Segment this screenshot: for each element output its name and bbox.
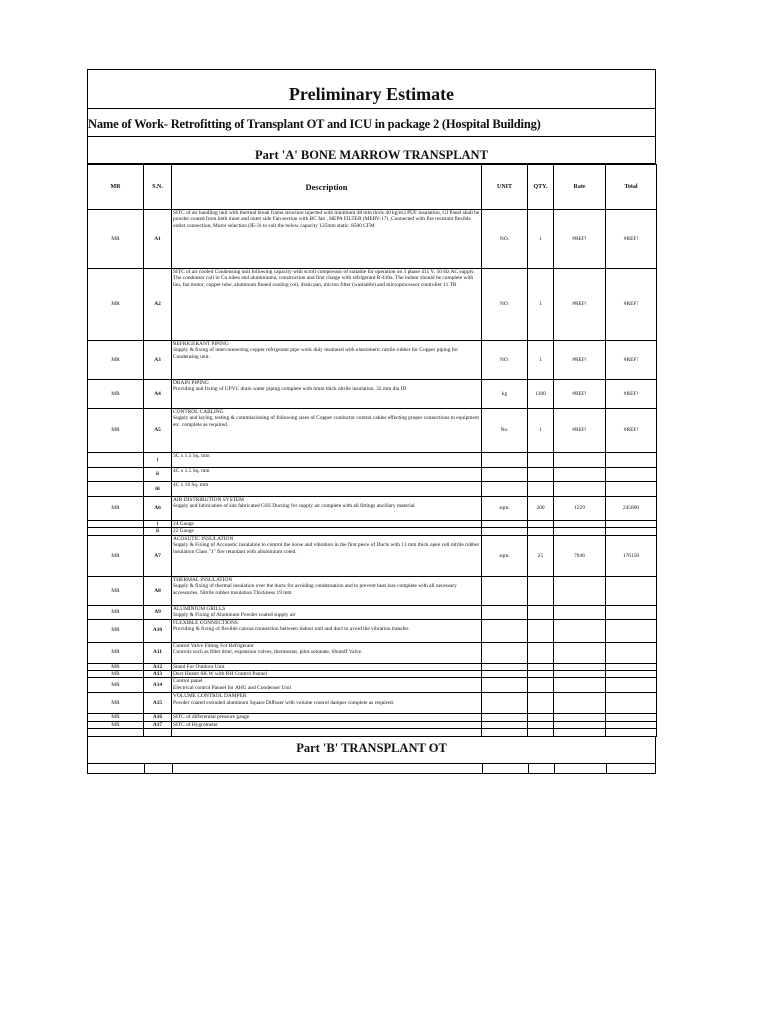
sheet-header (87, 69, 656, 164)
table-row (88, 605, 657, 619)
col-header-rate: Rate (554, 165, 606, 210)
cell-mr: MR (88, 535, 144, 576)
col-header-qty: QTY. (528, 165, 554, 210)
cell-mr: MR (88, 409, 144, 453)
cell-sn: A6 (144, 497, 172, 521)
cell-qty (528, 663, 554, 670)
cell-mr: MR (88, 380, 144, 409)
cell-total (606, 663, 657, 670)
cell-desc: FLEXIBLE CONNECTIONS Providing & fixing of flexible canvas connection between indoor unit and duct to avoid the vibration transfer. (172, 619, 482, 642)
cell-total: #REF! (606, 210, 657, 269)
cell-total (606, 521, 657, 528)
cell-total: #REF! (606, 409, 657, 453)
cell-rate (554, 678, 606, 693)
page-title: Preliminary Estimate (88, 70, 655, 109)
cell-unit (482, 453, 528, 468)
cell-mr: MR (88, 605, 144, 619)
cell-total (606, 605, 657, 619)
cell-unit (482, 663, 528, 670)
cell-total (606, 678, 657, 693)
cell-mr (88, 453, 144, 468)
table-row (88, 528, 657, 535)
cell-unit (482, 729, 528, 737)
cell-mr: MR (88, 714, 144, 721)
cell-mr (88, 729, 144, 737)
cell-desc: 4C x 1.5 Sq. mm (172, 468, 482, 482)
cell-sn: ii (144, 468, 172, 482)
cell-sn: A11 (144, 642, 172, 663)
cell-desc: SITC of air handling unit with thermal break frame structure injected with minimum 48 mm thick 40 kg/m3 PUF insulation, GI Panel shall be powder coated from both inner and outer side Fan section with BC fan , HEPA FILTER (MERV-17) ,Connected with fire resistant flexible outlet connection, Motor selection (IE-3) to suit the below capacity 125mm static. 8500 CFM (172, 210, 482, 269)
cell-unit (482, 678, 528, 693)
cell-sn: A2 (144, 269, 172, 341)
cell-qty (528, 528, 554, 535)
cell-mr: MR (88, 642, 144, 663)
cell-sn: A15 (144, 693, 172, 714)
cell-mr: MR (88, 678, 144, 693)
cell-qty: 1 (528, 210, 554, 269)
cell-unit (482, 671, 528, 678)
cell-total (606, 528, 657, 535)
cell-total (606, 714, 657, 721)
cell-sn: A12 (144, 663, 172, 670)
table-row (88, 468, 657, 482)
cell-desc: Duct Heater 6K.W with RH Control Pannel (172, 671, 482, 678)
cell-sn: A9 (144, 605, 172, 619)
cell-sn: iii (144, 482, 172, 497)
cell-rate (554, 482, 606, 497)
cell-rate: #REF! (554, 409, 606, 453)
cell-unit: NO. (482, 269, 528, 341)
cell-desc: 3C x 1.5 Sq. mm (172, 453, 482, 468)
cell-total (606, 576, 657, 605)
cell-total: #REF! (606, 269, 657, 341)
cell-mr (88, 521, 144, 528)
cell-rate: 1229 (554, 497, 606, 521)
cell-sn (144, 729, 172, 737)
table-row (88, 729, 657, 737)
cell-qty (528, 729, 554, 737)
cell-sn: A8 (144, 576, 172, 605)
cell-mr: MR (88, 671, 144, 678)
table-row (88, 210, 657, 269)
cell-desc: Stand For Outdoor Unit (172, 663, 482, 670)
cell-desc: 22 Gauge (172, 528, 482, 535)
cell-rate: #REF! (554, 341, 606, 380)
cell-total (606, 671, 657, 678)
table-row (88, 453, 657, 468)
cell-qty (528, 605, 554, 619)
cell-total (606, 619, 657, 642)
cell-rate (554, 663, 606, 670)
cell-mr: MR (88, 663, 144, 670)
cell-total: 245800 (606, 497, 657, 521)
cell-unit (482, 521, 528, 528)
table-row (88, 269, 657, 341)
cell-rate (554, 576, 606, 605)
cell-mr: MR (88, 619, 144, 642)
cell-unit (482, 642, 528, 663)
cell-qty (528, 521, 554, 528)
cell-sn: A7 (144, 535, 172, 576)
cell-desc: Control panel Electrical control Pannel for AHU and Condenser Unit (172, 678, 482, 693)
cell-rate (554, 468, 606, 482)
cell-desc: REFRIGERANT PIPING Supply & fixing of interconnecting copper refrigerant pipe work duly insulated with elastomeric nitrile rubber for Copper piping for Condensing unit. (172, 341, 482, 380)
cell-desc (172, 729, 482, 737)
cell-rate (554, 671, 606, 678)
cell-total (606, 642, 657, 663)
table-row (88, 671, 657, 678)
cell-total (606, 693, 657, 714)
cell-rate: 7046 (554, 535, 606, 576)
cell-sn: A4 (144, 380, 172, 409)
cell-unit: kg (482, 380, 528, 409)
cell-rate (554, 693, 606, 714)
cell-sn: A1 (144, 210, 172, 269)
col-header-unit: UNIT (482, 165, 528, 210)
cell-unit (482, 605, 528, 619)
cell-unit (482, 528, 528, 535)
table-row (88, 497, 657, 521)
cell-desc: SITC of differential pressure gauge (172, 714, 482, 721)
cell-rate (554, 521, 606, 528)
cell-mr: MR (88, 210, 144, 269)
cell-rate (554, 453, 606, 468)
cell-desc: CONTROL CABLING Supply and laying, testing & commissioning of following sizes of Copper conductor control cables effecting proper connections to equipment etc. complete as required. (172, 409, 482, 453)
cell-sn: ii (144, 528, 172, 535)
cell-mr (88, 482, 144, 497)
estimate-sheet (87, 69, 656, 774)
table-row (88, 678, 657, 693)
cell-rate (554, 619, 606, 642)
estimate-table (87, 164, 657, 737)
cell-desc: 4C x 16 Sq. mm (172, 482, 482, 497)
cell-rate (554, 729, 606, 737)
name-of-work: Name of Work- Retrofitting of Transplant OT and ICU in package 2 (Hospital Building) (88, 109, 655, 137)
cell-qty: 1 (528, 341, 554, 380)
cell-qty: 200 (528, 497, 554, 521)
cell-mr: MR (88, 269, 144, 341)
cell-desc: AIR DISTRIBUTION SYSTEM Supply and fabrication of site fabricated GSS Ducting for supply air complete with all fittings ancillary material (172, 497, 482, 521)
cell-unit: NO. (482, 210, 528, 269)
table-row (88, 341, 657, 380)
table-row (88, 535, 657, 576)
cell-qty (528, 693, 554, 714)
cell-qty: 1 (528, 269, 554, 341)
table-row (88, 693, 657, 714)
cell-sn: A14 (144, 678, 172, 693)
cell-unit (482, 619, 528, 642)
cell-rate (554, 642, 606, 663)
part-a-heading: Part 'A' BONE MARROW TRANSPLANT (88, 137, 655, 164)
cell-desc: ACOSUTIC INSULATION Supply & Fixing of Accoustic insulation to control the noise and vibration in the first piece of Ducts with 13 mm thick open cell nitrile rubber insulation Class "1" fire retardant with alluminium coted. (172, 535, 482, 576)
cell-rate (554, 528, 606, 535)
cell-mr (88, 528, 144, 535)
cell-desc: SITC of air cooled Condensing unit following capacity with scroll compressor of suitable for operation on 3 phase 415 V, 50 Hz AC supply. The condenser coil in Cu tubes and aluminiuma, construction and first charge with refrigerant R-410a. The indoor should be complete with fan, fan motor, copper tube, aluminum finned cooling coil, drain pan, micron filter (washable) and microprocessor controller 11 TR (172, 269, 482, 341)
cell-unit: NO. (482, 341, 528, 380)
cell-qty: 1 (528, 409, 554, 453)
cell-total: #REF! (606, 341, 657, 380)
cell-unit (482, 482, 528, 497)
cell-total (606, 721, 657, 728)
table-row (88, 521, 657, 528)
cell-mr: MR (88, 341, 144, 380)
cell-desc: ALUMINIUM GRILLS Supply & Fixing of Aluminum Powder coated supply air (172, 605, 482, 619)
cell-sn: A13 (144, 671, 172, 678)
cell-qty (528, 468, 554, 482)
table-row (88, 721, 657, 728)
table-row (88, 576, 657, 605)
cell-unit: No. (482, 409, 528, 453)
cell-sn: i (144, 453, 172, 468)
cell-total (606, 468, 657, 482)
cell-unit (482, 714, 528, 721)
cell-total (606, 453, 657, 468)
cell-total: 176150 (606, 535, 657, 576)
cell-rate (554, 605, 606, 619)
cell-rate (554, 714, 606, 721)
cell-desc: Control Valve Fitting For Refrigerant Controls such as filter drier, expansion valves, thermostat, pilot solonate, Shutoff Valve. (172, 642, 482, 663)
cell-desc: THERMAL INSULATION Supply & fixing of thermal insulation over the ducts for avoiding condensation and to prevent heat loss complete with all necessary accessories. Nitrile rubber insulation Thickness 19 mm (172, 576, 482, 605)
cell-qty (528, 576, 554, 605)
cell-unit (482, 468, 528, 482)
cell-sn: A16 (144, 714, 172, 721)
blank-row (87, 764, 656, 774)
cell-total (606, 482, 657, 497)
cell-qty (528, 642, 554, 663)
table-row (88, 482, 657, 497)
cell-mr: MR (88, 576, 144, 605)
cell-desc: VOLUME CONTROL DAMPER Powder coated extruded aluminum Square Diffuser with volume control damper complete as required. (172, 693, 482, 714)
cell-desc: SITC of Hygrometer (172, 721, 482, 728)
cell-mr: MR (88, 721, 144, 728)
cell-unit (482, 721, 528, 728)
table-row (88, 409, 657, 453)
cell-rate (554, 721, 606, 728)
cell-rate: #REF! (554, 210, 606, 269)
table-header-row (88, 165, 657, 210)
col-header-mr: MR (88, 165, 144, 210)
table-row (88, 714, 657, 721)
cell-qty (528, 678, 554, 693)
cell-sn: A5 (144, 409, 172, 453)
cell-unit (482, 693, 528, 714)
cell-qty (528, 482, 554, 497)
cell-qty (528, 721, 554, 728)
cell-total: #REF! (606, 380, 657, 409)
table-row (88, 619, 657, 642)
cell-sn: A10 (144, 619, 172, 642)
cell-desc: DRAIN PIPING Providing and fixing of UPVC drain water piping complete with 6mm thick nitrile insulation. 32 mm dia ID (172, 380, 482, 409)
cell-sn: A3 (144, 341, 172, 380)
cell-qty (528, 671, 554, 678)
col-header-sn: S.N. (144, 165, 172, 210)
cell-total (606, 729, 657, 737)
cell-sn: A17 (144, 721, 172, 728)
col-header-total: Total (606, 165, 657, 210)
cell-qty (528, 453, 554, 468)
cell-unit: sqm. (482, 497, 528, 521)
cell-qty: 1300 (528, 380, 554, 409)
cell-desc: 24 Gauge (172, 521, 482, 528)
cell-rate: #REF! (554, 269, 606, 341)
cell-unit (482, 576, 528, 605)
part-b-heading: Part 'B' TRANSPLANT OT (87, 737, 656, 764)
table-row (88, 663, 657, 670)
cell-unit: sqm. (482, 535, 528, 576)
cell-sn: i (144, 521, 172, 528)
table-row (88, 380, 657, 409)
cell-qty: 25 (528, 535, 554, 576)
cell-qty (528, 714, 554, 721)
cell-mr: MR (88, 693, 144, 714)
table-row (88, 642, 657, 663)
col-header-description: Description (172, 165, 482, 210)
cell-qty (528, 619, 554, 642)
cell-mr (88, 468, 144, 482)
cell-rate: #REF! (554, 380, 606, 409)
cell-mr: MR (88, 497, 144, 521)
